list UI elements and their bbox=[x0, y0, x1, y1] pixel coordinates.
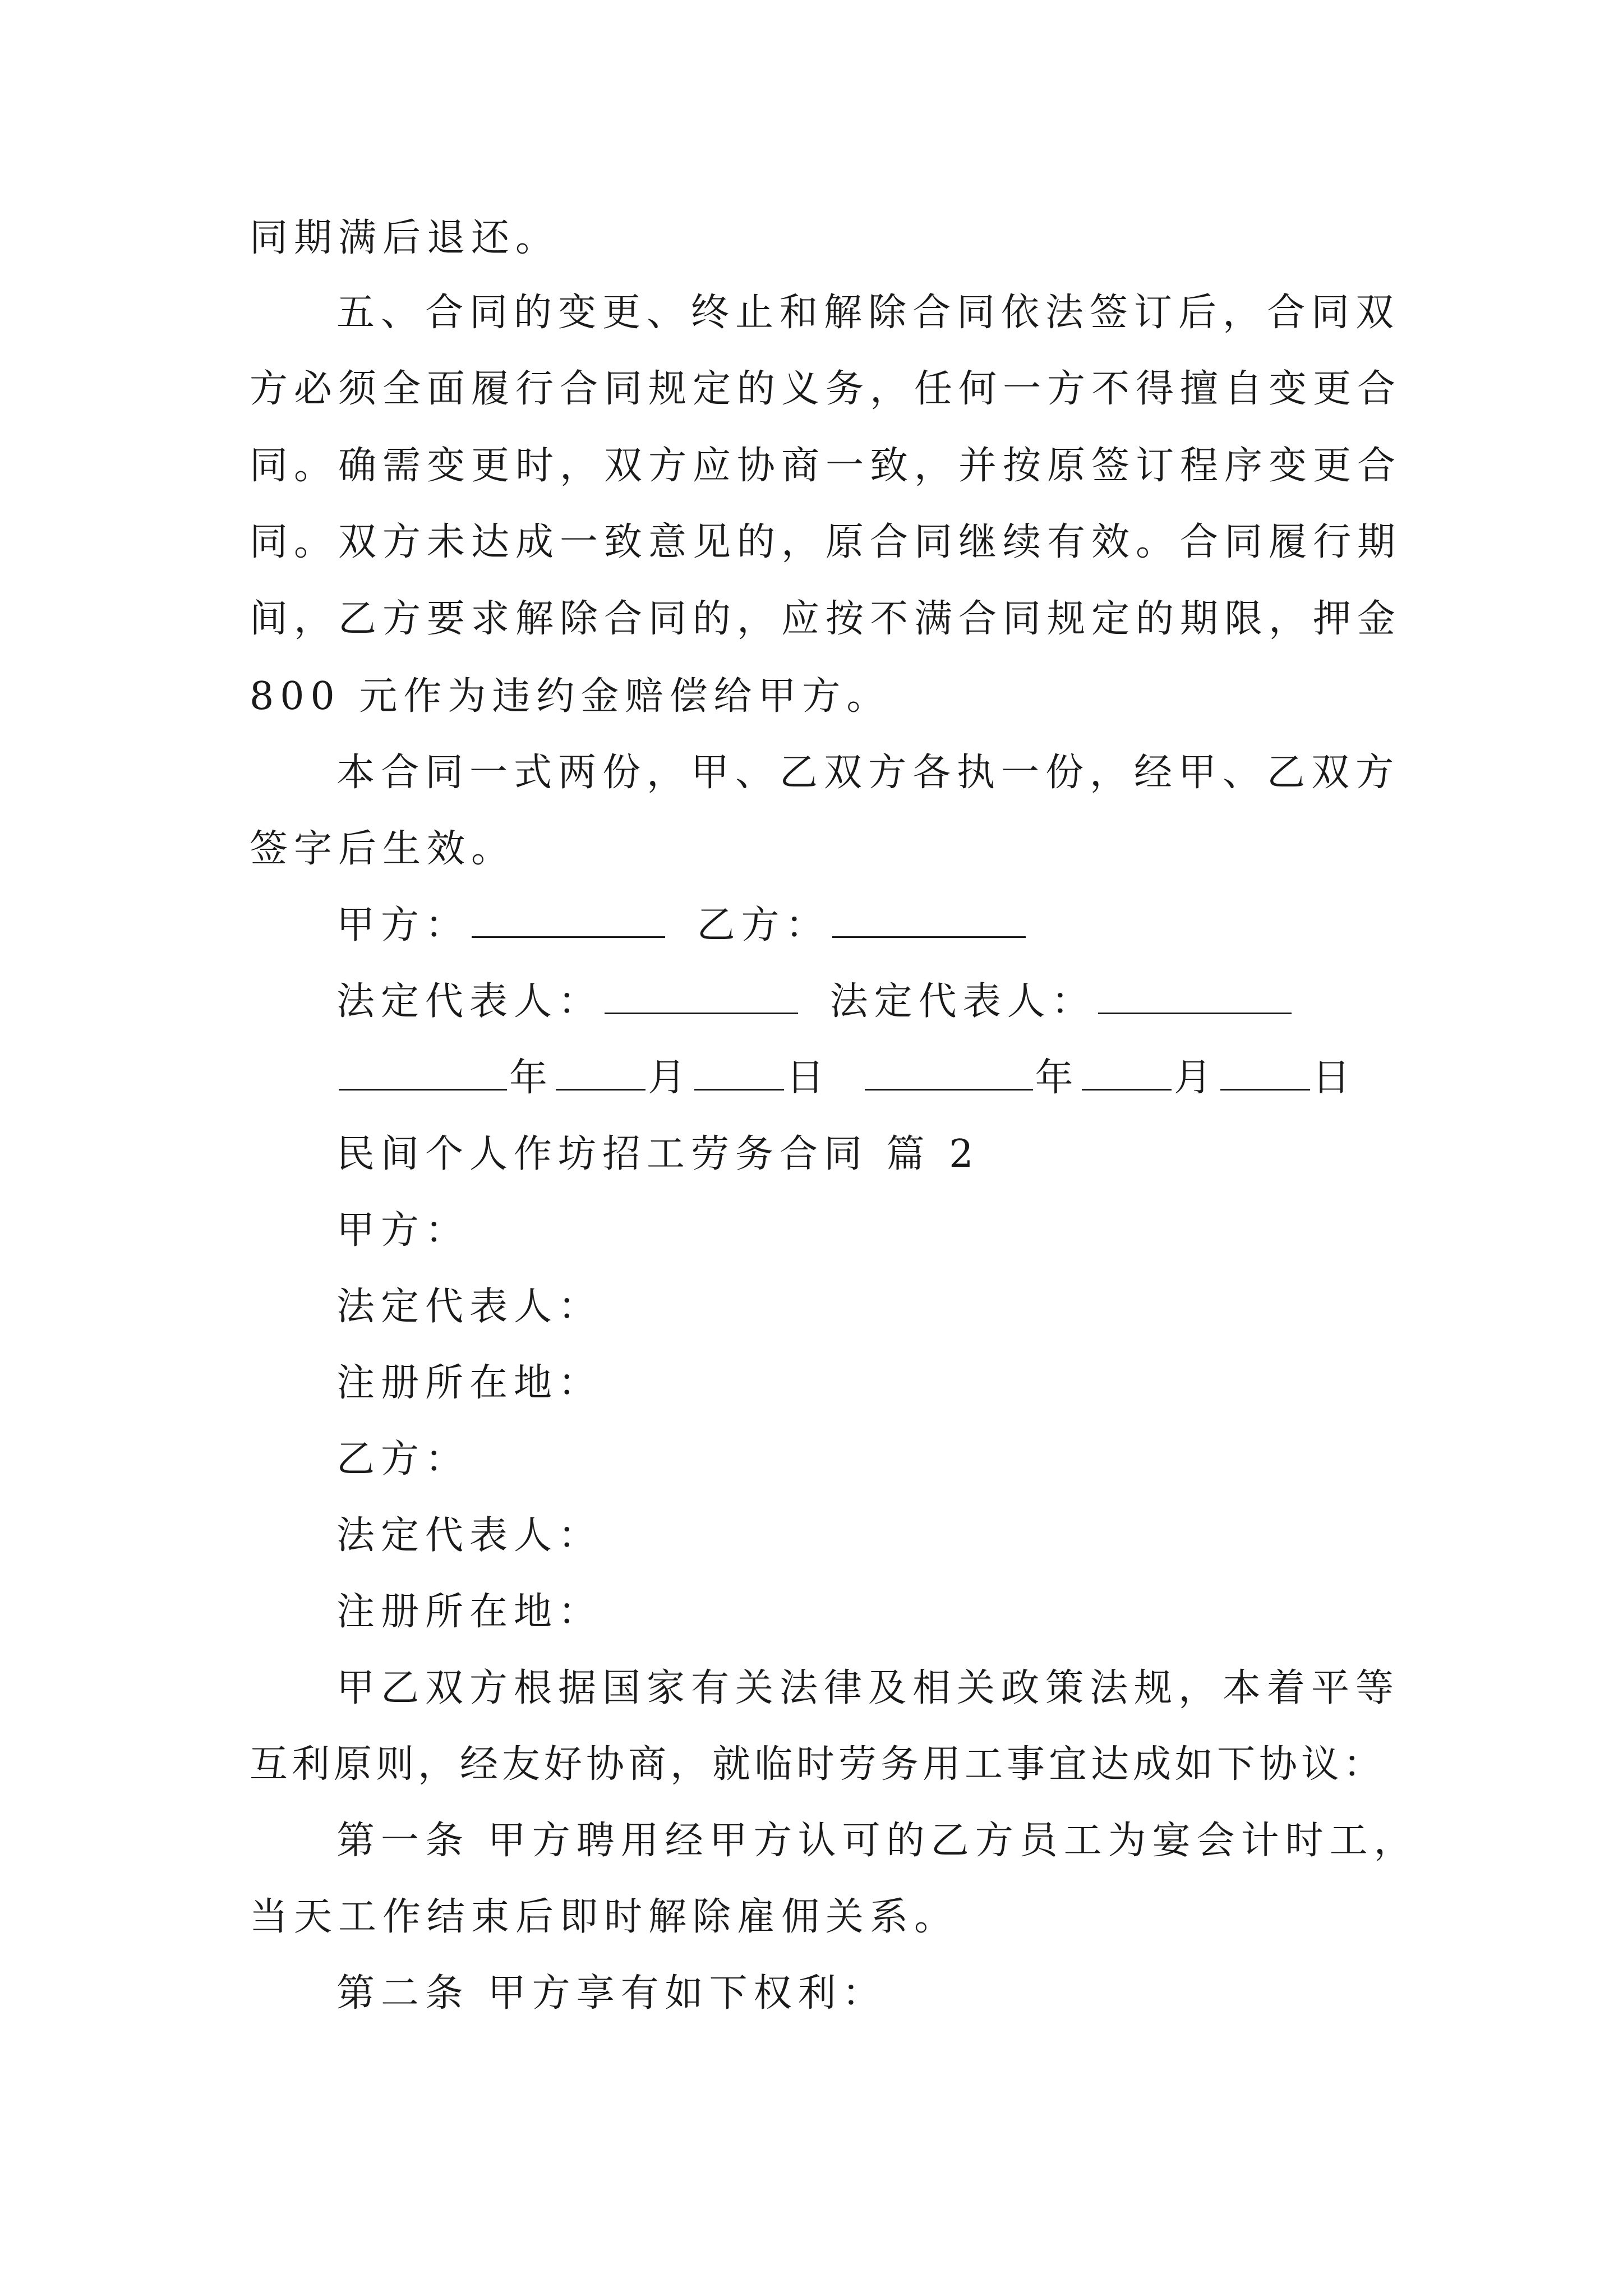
address-field: 注册所在地： bbox=[336, 1590, 603, 1634]
article-line: 当天工作结束后即时解除雇佣关系。 bbox=[250, 1895, 959, 1939]
month-blank bbox=[1082, 1053, 1172, 1091]
text-line: 800 元作为违约金赔偿给甲方。 bbox=[250, 674, 891, 719]
paragraph-line: 互利原则，经友好协商，就临时劳务用工事宜达成如下协议： bbox=[250, 1742, 1386, 1787]
party-a-blank bbox=[472, 900, 665, 938]
party-a-field: 甲方： bbox=[336, 1208, 470, 1253]
text-line: 方必须全面履行合同规定的义务，任何一方不得擅自变更合 bbox=[250, 367, 1402, 411]
month-blank bbox=[556, 1053, 645, 1091]
address-field: 注册所在地： bbox=[336, 1361, 603, 1405]
day-label: 日 bbox=[1312, 1056, 1357, 1100]
legal-rep-b-blank bbox=[1098, 977, 1292, 1014]
month-label: 月 bbox=[648, 1056, 693, 1100]
day-blank bbox=[694, 1053, 784, 1091]
day-label: 日 bbox=[786, 1056, 831, 1100]
text-line: 同。确需变更时，双方应协商一致，并按原签订程序变更合 bbox=[250, 444, 1402, 488]
party-b-blank bbox=[832, 900, 1026, 938]
text-line: 同。双方未达成一致意见的，原合同继续有效。合同履行期 bbox=[250, 520, 1402, 564]
month-label: 月 bbox=[1173, 1056, 1218, 1100]
year-blank bbox=[339, 1053, 507, 1091]
legal-rep-a-blank bbox=[605, 977, 798, 1014]
text-line: 本合同一式两份，甲、乙双方各执一份，经甲、乙双方 bbox=[336, 751, 1400, 795]
text-line: 同期满后退还。 bbox=[250, 216, 560, 260]
section-title: 民间个人作坊招工劳务合同 篇 2 bbox=[336, 1132, 980, 1176]
day-blank bbox=[1220, 1053, 1310, 1091]
party-a-label: 甲方： bbox=[336, 903, 470, 947]
party-b-label: 乙方： bbox=[697, 903, 830, 947]
paragraph-line: 甲乙双方根据国家有关法律及相关政策法规，本着平等 bbox=[336, 1666, 1400, 1710]
legal-rep-field: 法定代表人： bbox=[336, 1285, 603, 1329]
year-blank bbox=[865, 1053, 1033, 1091]
party-b-field: 乙方： bbox=[336, 1437, 470, 1481]
legal-rep-field: 法定代表人： bbox=[336, 1513, 603, 1558]
legal-rep-a-label: 法定代表人： bbox=[336, 979, 603, 1024]
article-line: 第一条 甲方聘用经甲方认可的乙方员工为宴会计时工， bbox=[336, 1819, 1418, 1863]
signature-parties-row bbox=[336, 898, 1028, 954]
text-line: 签字后生效。 bbox=[250, 827, 516, 871]
article-line: 第二条 甲方享有如下权利： bbox=[336, 1971, 887, 2016]
signature-dates-row bbox=[336, 1050, 1357, 1106]
year-label: 年 bbox=[1035, 1056, 1080, 1100]
year-label: 年 bbox=[509, 1056, 554, 1100]
text-line: 五、合同的变更、终止和解除合同依法签订后，合同双 bbox=[336, 291, 1400, 335]
signature-reps-row bbox=[336, 974, 1294, 1030]
text-line: 间，乙方要求解除合同的，应按不满合同规定的期限，押金 bbox=[250, 597, 1402, 641]
legal-rep-b-label: 法定代表人： bbox=[829, 979, 1096, 1024]
